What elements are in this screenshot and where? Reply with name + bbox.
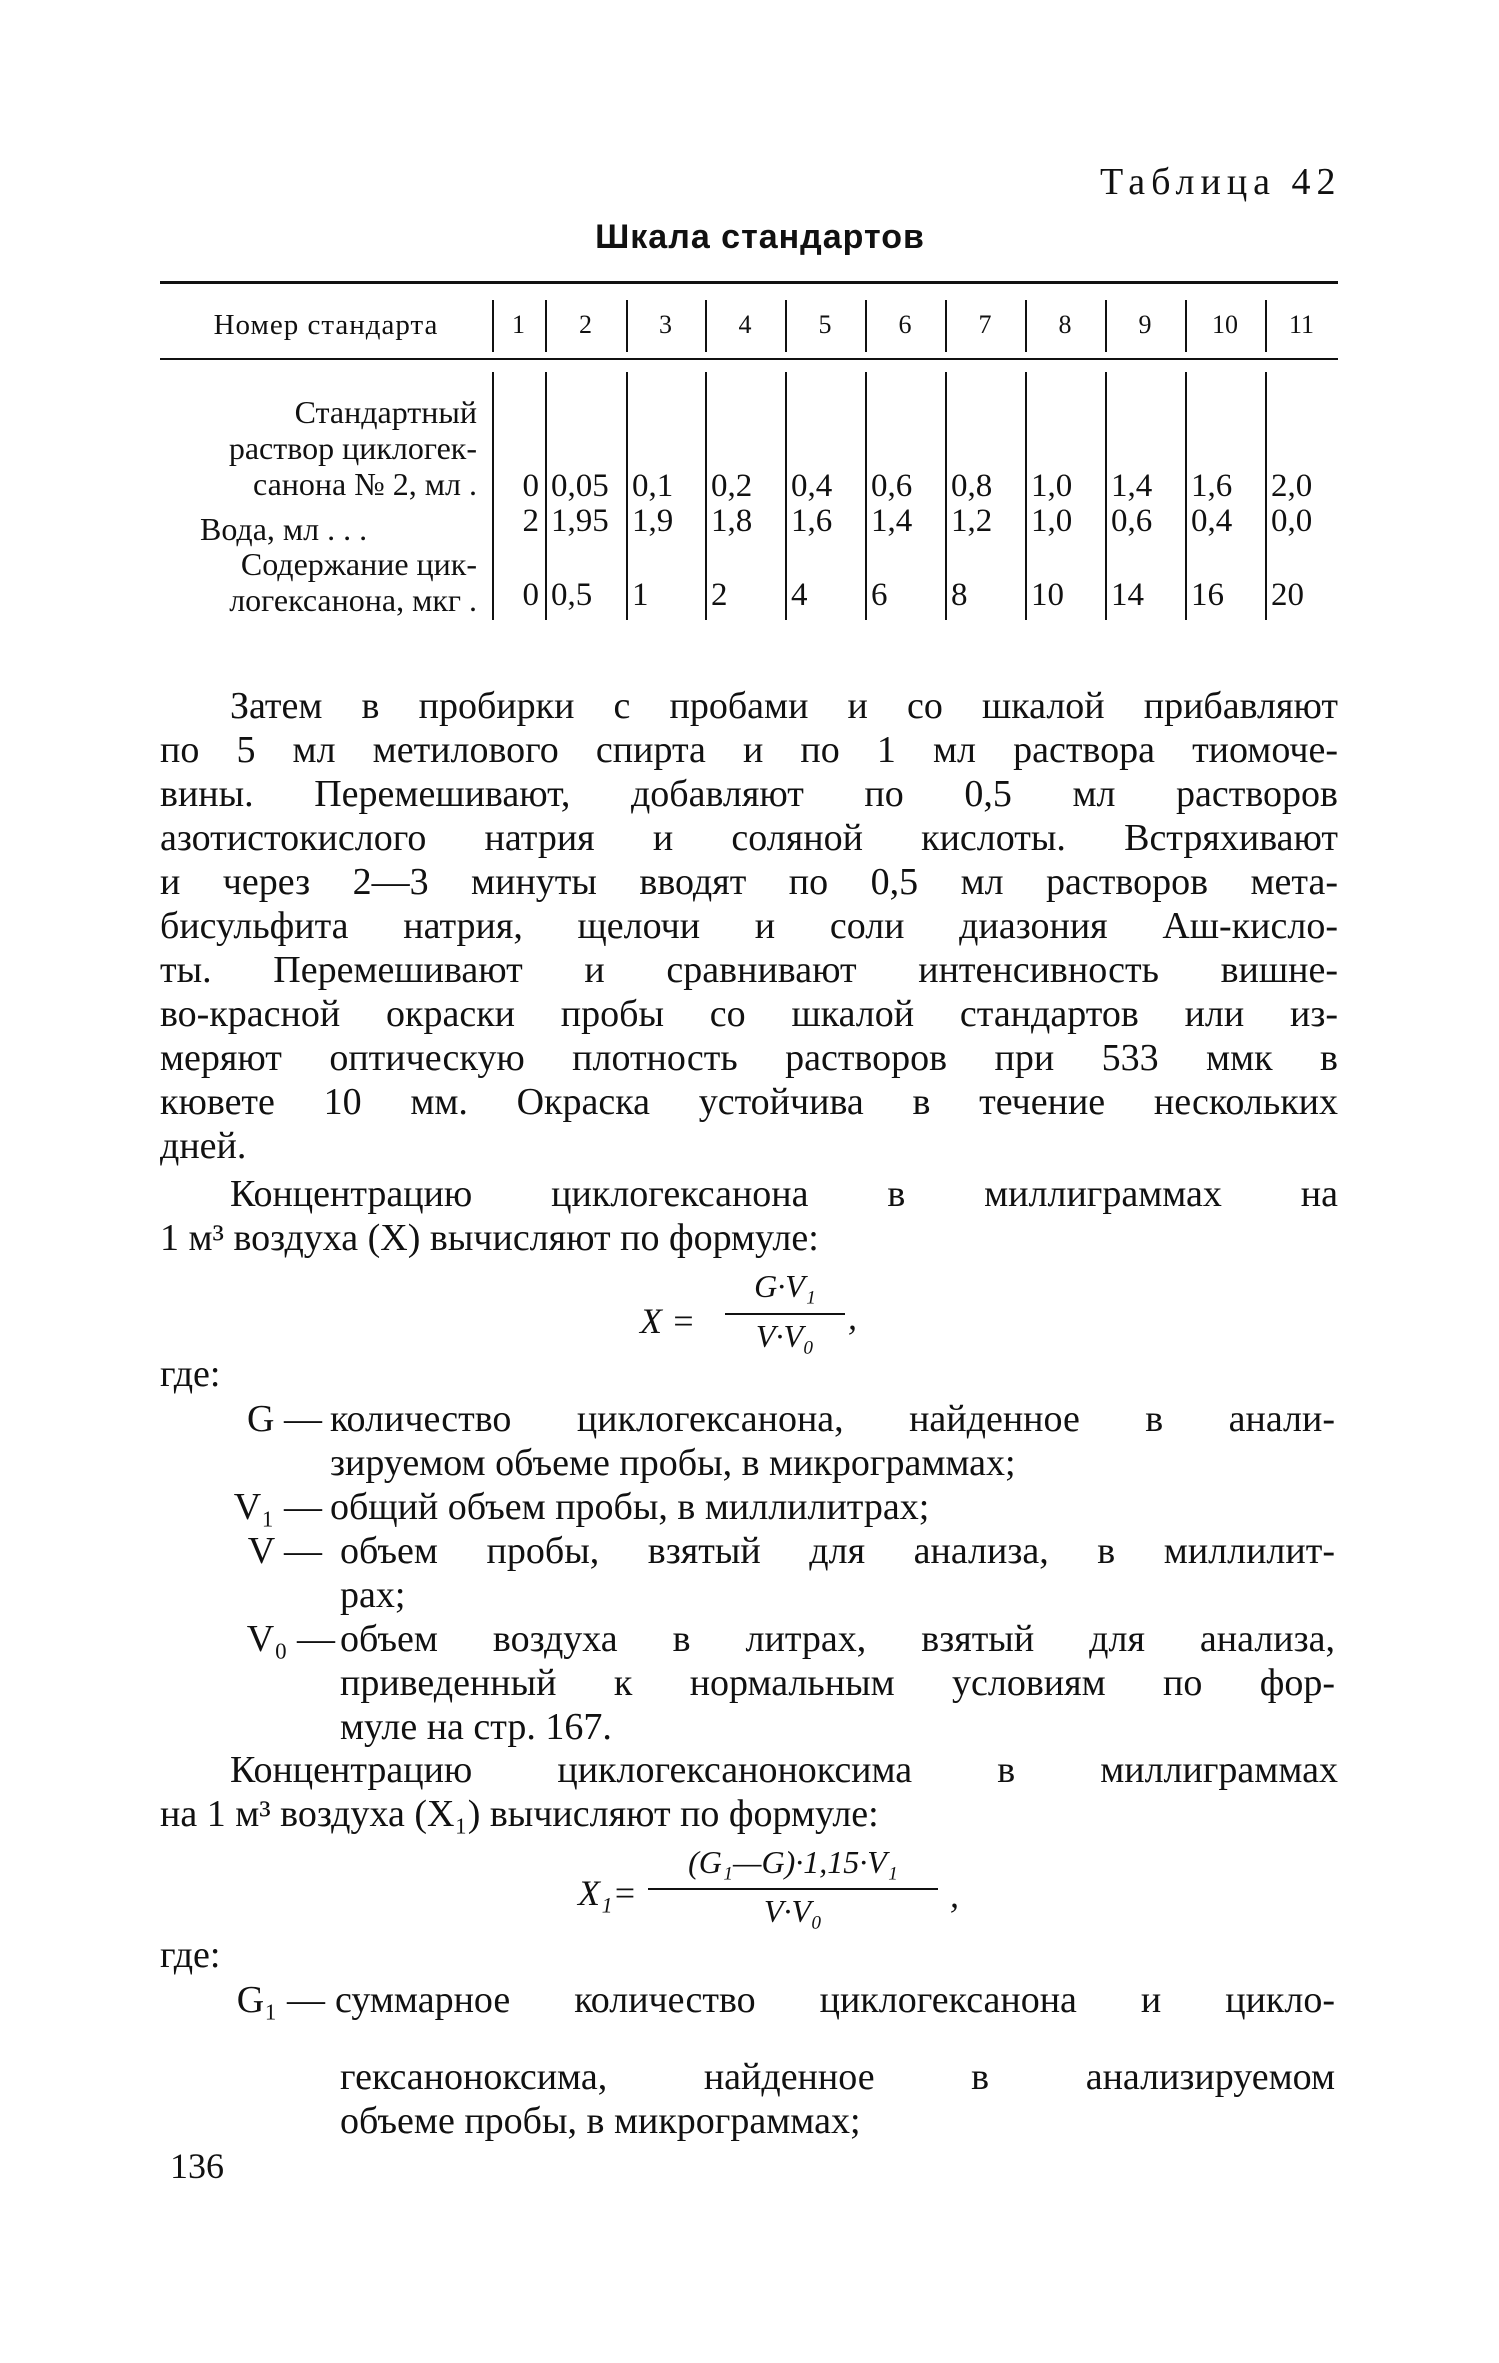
table-column-number: 6 [898, 310, 912, 339]
table-column-divider [1025, 372, 1027, 620]
text-line: объем воздуха в литрах, взятый для анализа, [340, 1618, 1335, 1660]
table-column-divider [1025, 300, 1027, 352]
text-line: вины. Перемешивают, добавляют по 0,5 мл растворов [160, 773, 1338, 815]
table-cell: 2 [522, 503, 539, 539]
formula-1-denominator: V·V₀ [755, 1318, 815, 1354]
def-body [330, 1397, 1335, 1485]
table-cell: 10 [1031, 577, 1064, 613]
text-line: приведенный к нормальным условиям по фор- [340, 1662, 1335, 1704]
text-line: по 5 мл метилового спирта и по 1 мл раствора тиомоче- [160, 729, 1338, 771]
table-header-label: Номер стандарта [213, 309, 439, 341]
paragraph-procedure [160, 684, 1338, 1168]
table-column-divider [785, 372, 787, 620]
def-body [340, 1529, 1335, 1617]
table-row-label: логексанона, мкг . [229, 582, 477, 618]
formula-1-fraction-bar [725, 1313, 845, 1315]
table-cell: 1,2 [951, 503, 993, 539]
def-body [335, 1978, 1335, 2022]
text-line: и через 2—3 минуты вводят по 0,5 мл растворов мета- [160, 861, 1338, 903]
text-line: бисульфита натрия, щелочи и соли диазония Аш-кисло- [160, 905, 1338, 947]
text-line: кювете 10 мм. Окраска устойчива в течение нескольких [160, 1081, 1338, 1123]
table-row-label: санона № 2, мл . [253, 466, 477, 502]
table-column-divider [705, 372, 707, 620]
def-term: V — [247, 1530, 322, 1572]
def-body [340, 1617, 1335, 1749]
formula-2-denominator: V·V₀ [763, 1893, 823, 1929]
table-cell: 14 [1111, 577, 1144, 613]
table-cell: 0,6 [1111, 503, 1153, 539]
formula-2-numerator: (G₁—G)·1,15·V₁ [688, 1844, 898, 1880]
text-line: меряют оптическую плотность растворов при 533 ммк в [160, 1037, 1338, 1079]
table-header-rule [160, 358, 1338, 360]
text-line: на 1 м³ воздуха (X₁) вычисляют по формуле: [160, 1793, 879, 1835]
table-cell: 1,6 [791, 503, 833, 539]
table-column-divider [705, 300, 707, 352]
table-cell: 16 [1191, 577, 1224, 613]
table-cell: 1,4 [871, 503, 913, 539]
formula-2-lhs: X₁= [578, 1873, 637, 1913]
table-column-divider [1265, 372, 1267, 620]
table-column-divider [1105, 372, 1107, 620]
text-line: количество циклогексанона, найденное в анали- [330, 1398, 1335, 1440]
table-column-number: 3 [659, 310, 672, 339]
table-cell: 1,8 [711, 503, 753, 539]
table-column-divider [545, 300, 547, 352]
table-column-number: 11 [1288, 310, 1315, 339]
table-cell: 0,8 [951, 468, 993, 504]
table-column-number: 5 [818, 310, 832, 339]
page-number: 136 [170, 2146, 224, 2186]
text-line: зируемом объеме пробы, в микрограммах; [330, 1442, 1016, 1484]
text-line: Концентрацию циклогексаноноксима в миллиграммах [230, 1749, 1338, 1791]
table-row-label: Стандартный [294, 394, 477, 430]
table-cell: 4 [791, 577, 808, 613]
formula-1-tail: , [848, 1297, 857, 1337]
text-line: ты. Перемешивают и сравнивают интенсивность вишне- [160, 949, 1338, 991]
table-column-divider [945, 372, 947, 620]
table-cell: 1,6 [1191, 468, 1233, 504]
table-cell: 0,05 [551, 468, 609, 504]
table-cell: 0,4 [1191, 503, 1233, 539]
table-column-divider [1265, 300, 1267, 352]
def-body [340, 2055, 1335, 2143]
table-column-divider [1185, 300, 1187, 352]
table-column-divider [1105, 300, 1107, 352]
def-term: V₁ — [233, 1486, 322, 1528]
table-cell: 0 [522, 468, 539, 504]
table-column-divider [545, 372, 547, 620]
where-label-2: где: [160, 1934, 221, 1976]
text-line: азотистокислого натрия и соляной кислоты. Встряхивают [160, 817, 1338, 859]
table-column-number: 4 [738, 310, 752, 339]
paragraph-formula-intro-1 [160, 1172, 1338, 1260]
table-cell: 1,95 [551, 503, 609, 539]
table-column-number: 7 [978, 310, 992, 339]
where-label-1: где: [160, 1353, 221, 1395]
table-column-number: 2 [579, 310, 592, 339]
table-cell: 0,6 [871, 468, 913, 504]
formula-2-fraction-bar [648, 1888, 938, 1890]
table-column-divider [865, 372, 867, 620]
table-column-divider [1185, 372, 1187, 620]
text-line: объеме пробы, в микрограммах; [340, 2100, 861, 2142]
text-line: гексаноноксима, найденное в анализируемом [340, 2056, 1335, 2098]
table-top-rule [160, 281, 1338, 284]
table-row-label: раствор циклогек- [228, 430, 477, 466]
def-body [330, 1485, 1335, 1529]
text-line: Затем в пробирки с пробами и со шкалой прибавляют [230, 685, 1338, 727]
paragraph-formula-intro-2 [160, 1748, 1338, 1836]
text-line: во-красной окраски пробы со шкалой стандартов или из- [160, 993, 1338, 1035]
table-cell: 2,0 [1271, 468, 1313, 504]
table-column-divider [945, 300, 947, 352]
def-term: V₀ — [246, 1618, 335, 1660]
def-term: G₁ — [236, 1979, 325, 2021]
table-cell: 0,2 [711, 468, 753, 504]
table-title: Шкала стандартов [595, 218, 925, 256]
table-cell: 0 [522, 577, 539, 613]
text-line: рах; [340, 1574, 406, 1616]
table-cell: 0,4 [791, 468, 833, 504]
table-cell: 1,4 [1111, 468, 1153, 504]
formula-2-tail: , [950, 1875, 959, 1915]
table-caption: Таблица 42 [1100, 161, 1342, 203]
table-cell: 6 [871, 577, 888, 613]
text-line: Концентрацию циклогексанона в миллиграммах на [230, 1173, 1338, 1215]
table-cell: 2 [711, 577, 728, 613]
table-cell: 0,1 [632, 468, 674, 504]
table-cell: 1,9 [632, 503, 674, 539]
table-cell: 1,0 [1031, 468, 1073, 504]
table-row-label: Вода, мл . . . [200, 511, 368, 547]
table-column-divider [492, 372, 494, 620]
text-line: суммарное количество циклогексанона и цикло- [335, 1979, 1335, 2021]
table-column-divider [492, 300, 494, 352]
table-column-number: 8 [1058, 310, 1072, 339]
table-column-number: 9 [1138, 310, 1152, 339]
table-cell: 0,0 [1271, 503, 1313, 539]
table-column-number: 1 [512, 310, 525, 339]
text-line: общий объем пробы, в миллилитрах; [330, 1486, 930, 1528]
def-term: G — [247, 1398, 322, 1440]
table-cell: 1 [632, 577, 649, 613]
formula-1-lhs: X = [640, 1301, 696, 1341]
table-row-label: Содержание цик- [240, 546, 477, 582]
text-line: дней. [160, 1125, 247, 1167]
table-column-divider [626, 372, 628, 620]
text-line: 1 м³ воздуха (X) вычисляют по формуле: [160, 1217, 819, 1259]
text-line: муле на стр. 167. [340, 1706, 612, 1748]
text-line: объем пробы, взятый для анализа, в миллилит- [340, 1530, 1335, 1572]
formula-1-numerator: G·V₁ [754, 1268, 816, 1304]
table-cell: 1,0 [1031, 503, 1073, 539]
table-column-divider [626, 300, 628, 352]
table-column-divider [865, 300, 867, 352]
table-column-number: 10 [1212, 310, 1238, 339]
table-cell: 0,5 [551, 577, 593, 613]
table-cell: 8 [951, 577, 968, 613]
table-cell: 20 [1271, 577, 1304, 613]
table-column-divider [785, 300, 787, 352]
